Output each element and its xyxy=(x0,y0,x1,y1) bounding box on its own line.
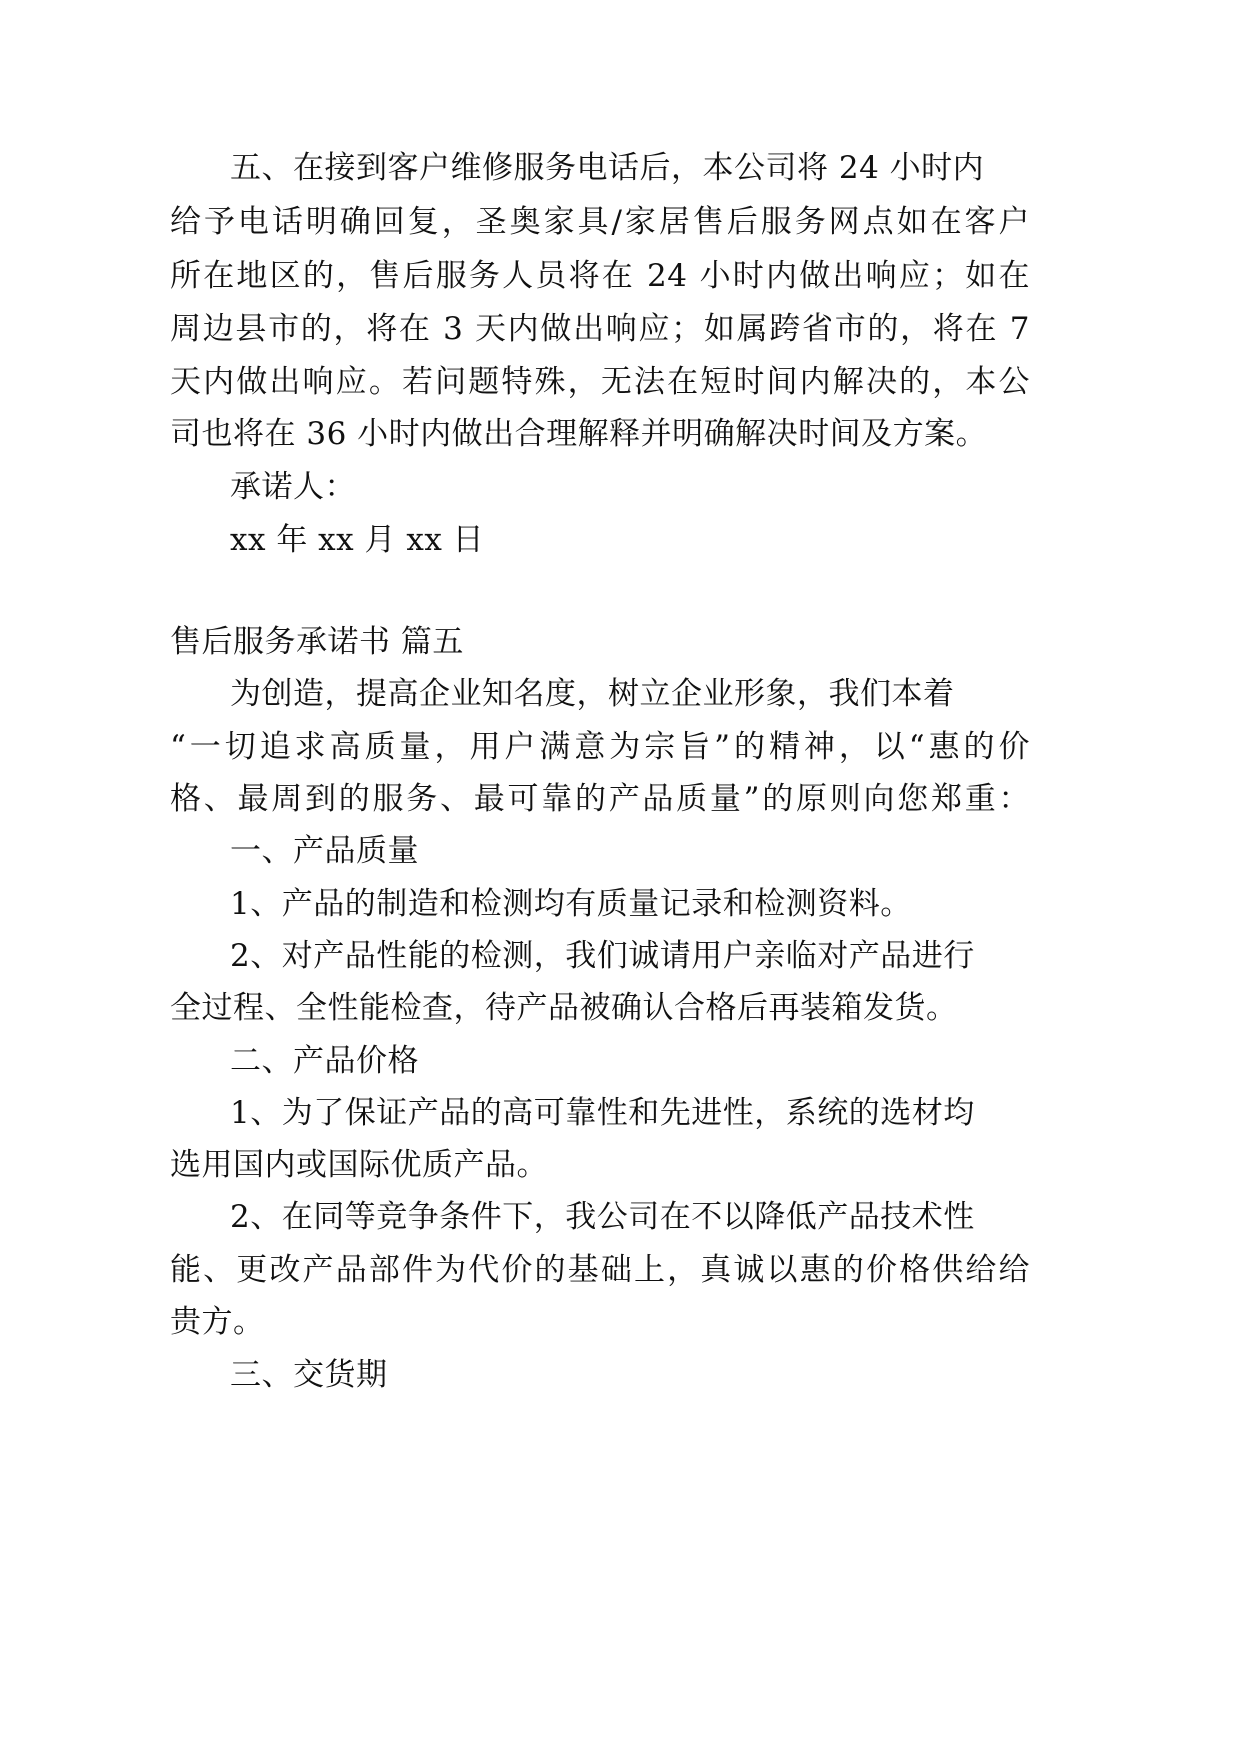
part-three-title: 三、交货期 xyxy=(230,1357,388,1393)
paragraph-line: 所在地区的，售后服务人员将在 24 小时内做出响应；如在 xyxy=(170,258,1030,294)
paragraph-line: 2、在同等竞争条件下，我公司在不以降低产品技术性 xyxy=(230,1199,975,1235)
paragraph-line: 能、更改产品部件为代价的基础上，真诚以惠的价格供给给 xyxy=(170,1252,1030,1288)
paragraph-line: 选用国内或国际优质产品。 xyxy=(170,1147,548,1183)
paragraph-line: 贵方。 xyxy=(170,1304,265,1340)
paragraph-line: 全过程、全性能检查，待产品被确认合格后再装箱发货。 xyxy=(170,990,958,1026)
paragraph-line: 为创造，提高企业知名度，树立企业形象，我们本着 xyxy=(230,676,955,712)
part-one-item-1: 1、产品的制造和检测均有质量记录和检测资料。 xyxy=(230,886,912,922)
paragraph-line: 周边县市的，将在 3 天内做出响应；如属跨省市的，将在 7 xyxy=(170,311,1030,347)
paragraph-line: 1、为了保证产品的高可靠性和先进性，系统的选材均 xyxy=(230,1095,975,1131)
paragraph-line: 天内做出响应。若问题特殊，无法在短时间内解决的，本公 xyxy=(170,364,1030,400)
signature-date: xx 年 xx 月 xx 日 xyxy=(230,522,485,558)
paragraph-line: 司也将在 36 小时内做出合理解释并明确解决时间及方案。 xyxy=(170,416,988,452)
section-heading: 售后服务承诺书 篇五 xyxy=(170,624,464,660)
part-one-title: 一、产品质量 xyxy=(230,833,419,869)
paragraph-line: 五、在接到客户维修服务电话后，本公司将 24 小时内 xyxy=(230,150,985,186)
paragraph-line: 给予电话明确回复，圣奥家具/家居售后服务网点如在客户 xyxy=(170,204,1030,240)
paragraph-line: “一切追求高质量，用户满意为宗旨”的精神，以“惠的价 xyxy=(170,729,1030,765)
promisor-label: 承诺人： xyxy=(230,469,356,505)
paragraph-line: 格、最周到的服务、最可靠的产品质量”的原则向您郑重： xyxy=(170,781,1030,817)
paragraph-line: 2、对产品性能的检测，我们诚请用户亲临对产品进行 xyxy=(230,938,975,974)
part-two-title: 二、产品价格 xyxy=(230,1043,419,1079)
